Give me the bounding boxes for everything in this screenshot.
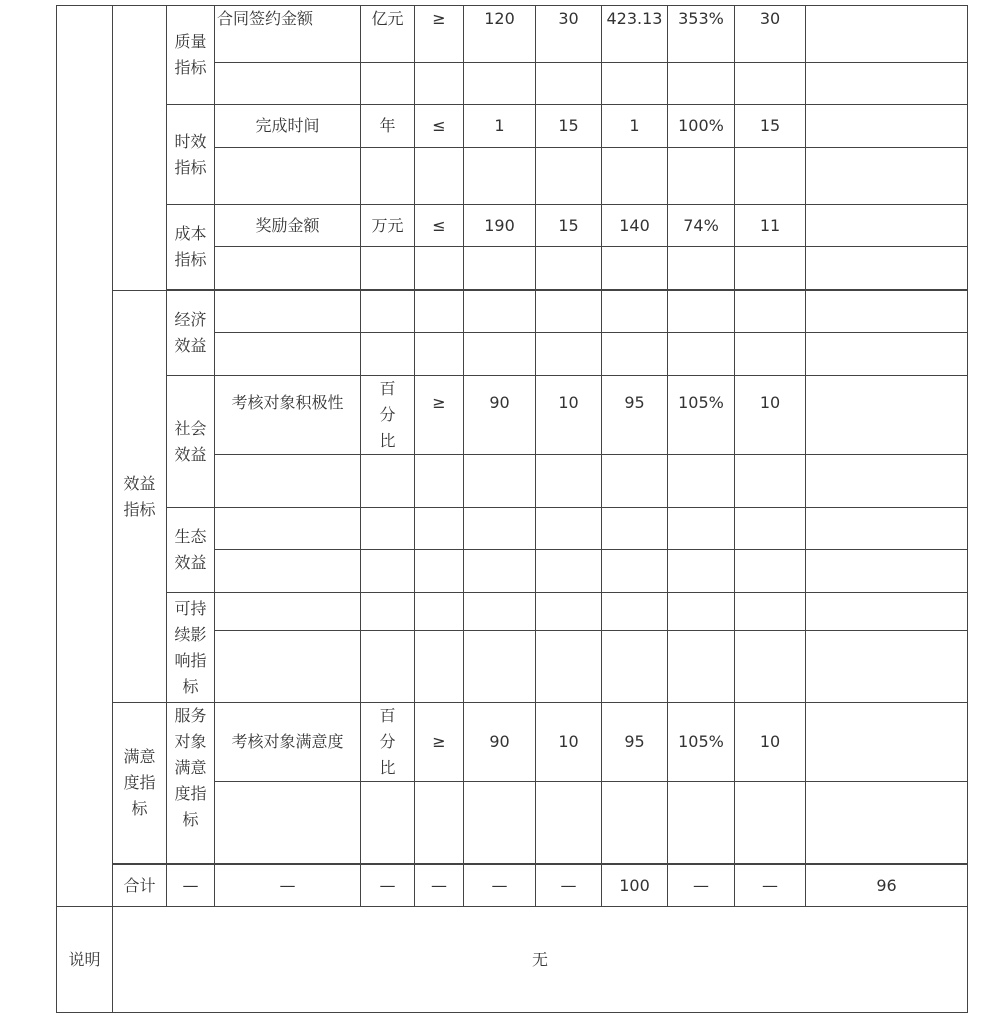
table-row: [57, 508, 968, 550]
remark-cell: [806, 703, 968, 782]
unit-cell: 百分比: [361, 703, 415, 782]
note-label: 说明: [57, 907, 113, 1013]
total-cell: —: [735, 865, 806, 907]
operator-cell: ≥: [415, 703, 464, 782]
unit-cell: 年: [361, 105, 415, 148]
target-cell: 120: [464, 6, 536, 63]
weight-cell: 30: [536, 6, 602, 63]
category-ecological: 生态效益: [167, 508, 215, 593]
table-row: [57, 6, 968, 63]
blank-merged-cell: [113, 6, 167, 291]
remark-cell: [806, 205, 968, 247]
total-cell: —: [361, 865, 415, 907]
operator-cell: ≤: [415, 205, 464, 247]
completion-rate-cell: 100%: [668, 105, 735, 148]
weight-cell: 10: [536, 703, 602, 782]
indicator-name: 奖励金额: [215, 205, 361, 247]
target-cell: 190: [464, 205, 536, 247]
category-social: 社会效益: [167, 376, 215, 508]
category-quality: 质量指标: [167, 6, 215, 105]
indicator-name: 完成时间: [215, 105, 361, 148]
actual-cell: 423.13: [602, 6, 668, 63]
operator-cell: ≥: [415, 376, 464, 455]
target-cell: 90: [464, 703, 536, 782]
weight-cell: 15: [536, 205, 602, 247]
indicator-name: 考核对象积极性: [215, 376, 361, 455]
score-cell: 15: [735, 105, 806, 148]
category-timeliness: 时效指标: [167, 105, 215, 205]
indicator-name: 考核对象满意度: [215, 703, 361, 782]
total-cell: —: [215, 865, 361, 907]
category-economic: 经济效益: [167, 291, 215, 376]
table-row: [57, 593, 968, 631]
score-cell: 30: [735, 6, 806, 63]
unit-cell: 万元: [361, 205, 415, 247]
table-row: [57, 291, 968, 333]
total-cell: —: [167, 865, 215, 907]
table-row: [57, 105, 968, 148]
completion-rate-cell: 105%: [668, 703, 735, 782]
indicator-name: 合同签约金额: [215, 6, 361, 63]
remark-cell: [806, 105, 968, 148]
completion-rate-cell: 74%: [668, 205, 735, 247]
total-score-cell: 96: [806, 865, 968, 907]
total-label: 合计: [113, 865, 167, 907]
score-cell: 10: [735, 703, 806, 782]
blank-merged-cell: [57, 6, 113, 907]
total-weight-cell: 100: [602, 865, 668, 907]
target-cell: 1: [464, 105, 536, 148]
operator-cell: ≤: [415, 105, 464, 148]
note-row: [57, 907, 968, 1013]
table-row: [57, 205, 968, 247]
total-cell: —: [415, 865, 464, 907]
actual-cell: 95: [602, 376, 668, 455]
completion-rate-cell: 353%: [668, 6, 735, 63]
table-row: [57, 703, 968, 782]
category-sustainable: 可持续影响指标: [167, 593, 215, 703]
weight-cell: 10: [536, 376, 602, 455]
performance-indicator-table: [56, 5, 968, 1013]
total-cell: —: [668, 865, 735, 907]
target-cell: 90: [464, 376, 536, 455]
score-cell: 10: [735, 376, 806, 455]
actual-cell: 95: [602, 703, 668, 782]
completion-rate-cell: 105%: [668, 376, 735, 455]
total-cell: —: [536, 865, 602, 907]
note-value: 无: [113, 907, 968, 1013]
category-service: 服务对象满意度指标: [167, 703, 215, 864]
total-cell: —: [464, 865, 536, 907]
score-cell: 11: [735, 205, 806, 247]
remark-cell: [806, 6, 968, 63]
actual-cell: 1: [602, 105, 668, 148]
actual-cell: 140: [602, 205, 668, 247]
remark-cell: [806, 376, 968, 455]
unit-cell: 亿元: [361, 6, 415, 63]
table-row: [57, 376, 968, 455]
total-row: [57, 865, 968, 907]
unit-cell: 百分比: [361, 376, 415, 455]
weight-cell: 15: [536, 105, 602, 148]
category-benefit: 效益指标: [113, 291, 167, 703]
category-cost: 成本指标: [167, 205, 215, 290]
operator-cell: ≥: [415, 6, 464, 63]
category-satisfaction: 满意度指标: [113, 703, 167, 864]
